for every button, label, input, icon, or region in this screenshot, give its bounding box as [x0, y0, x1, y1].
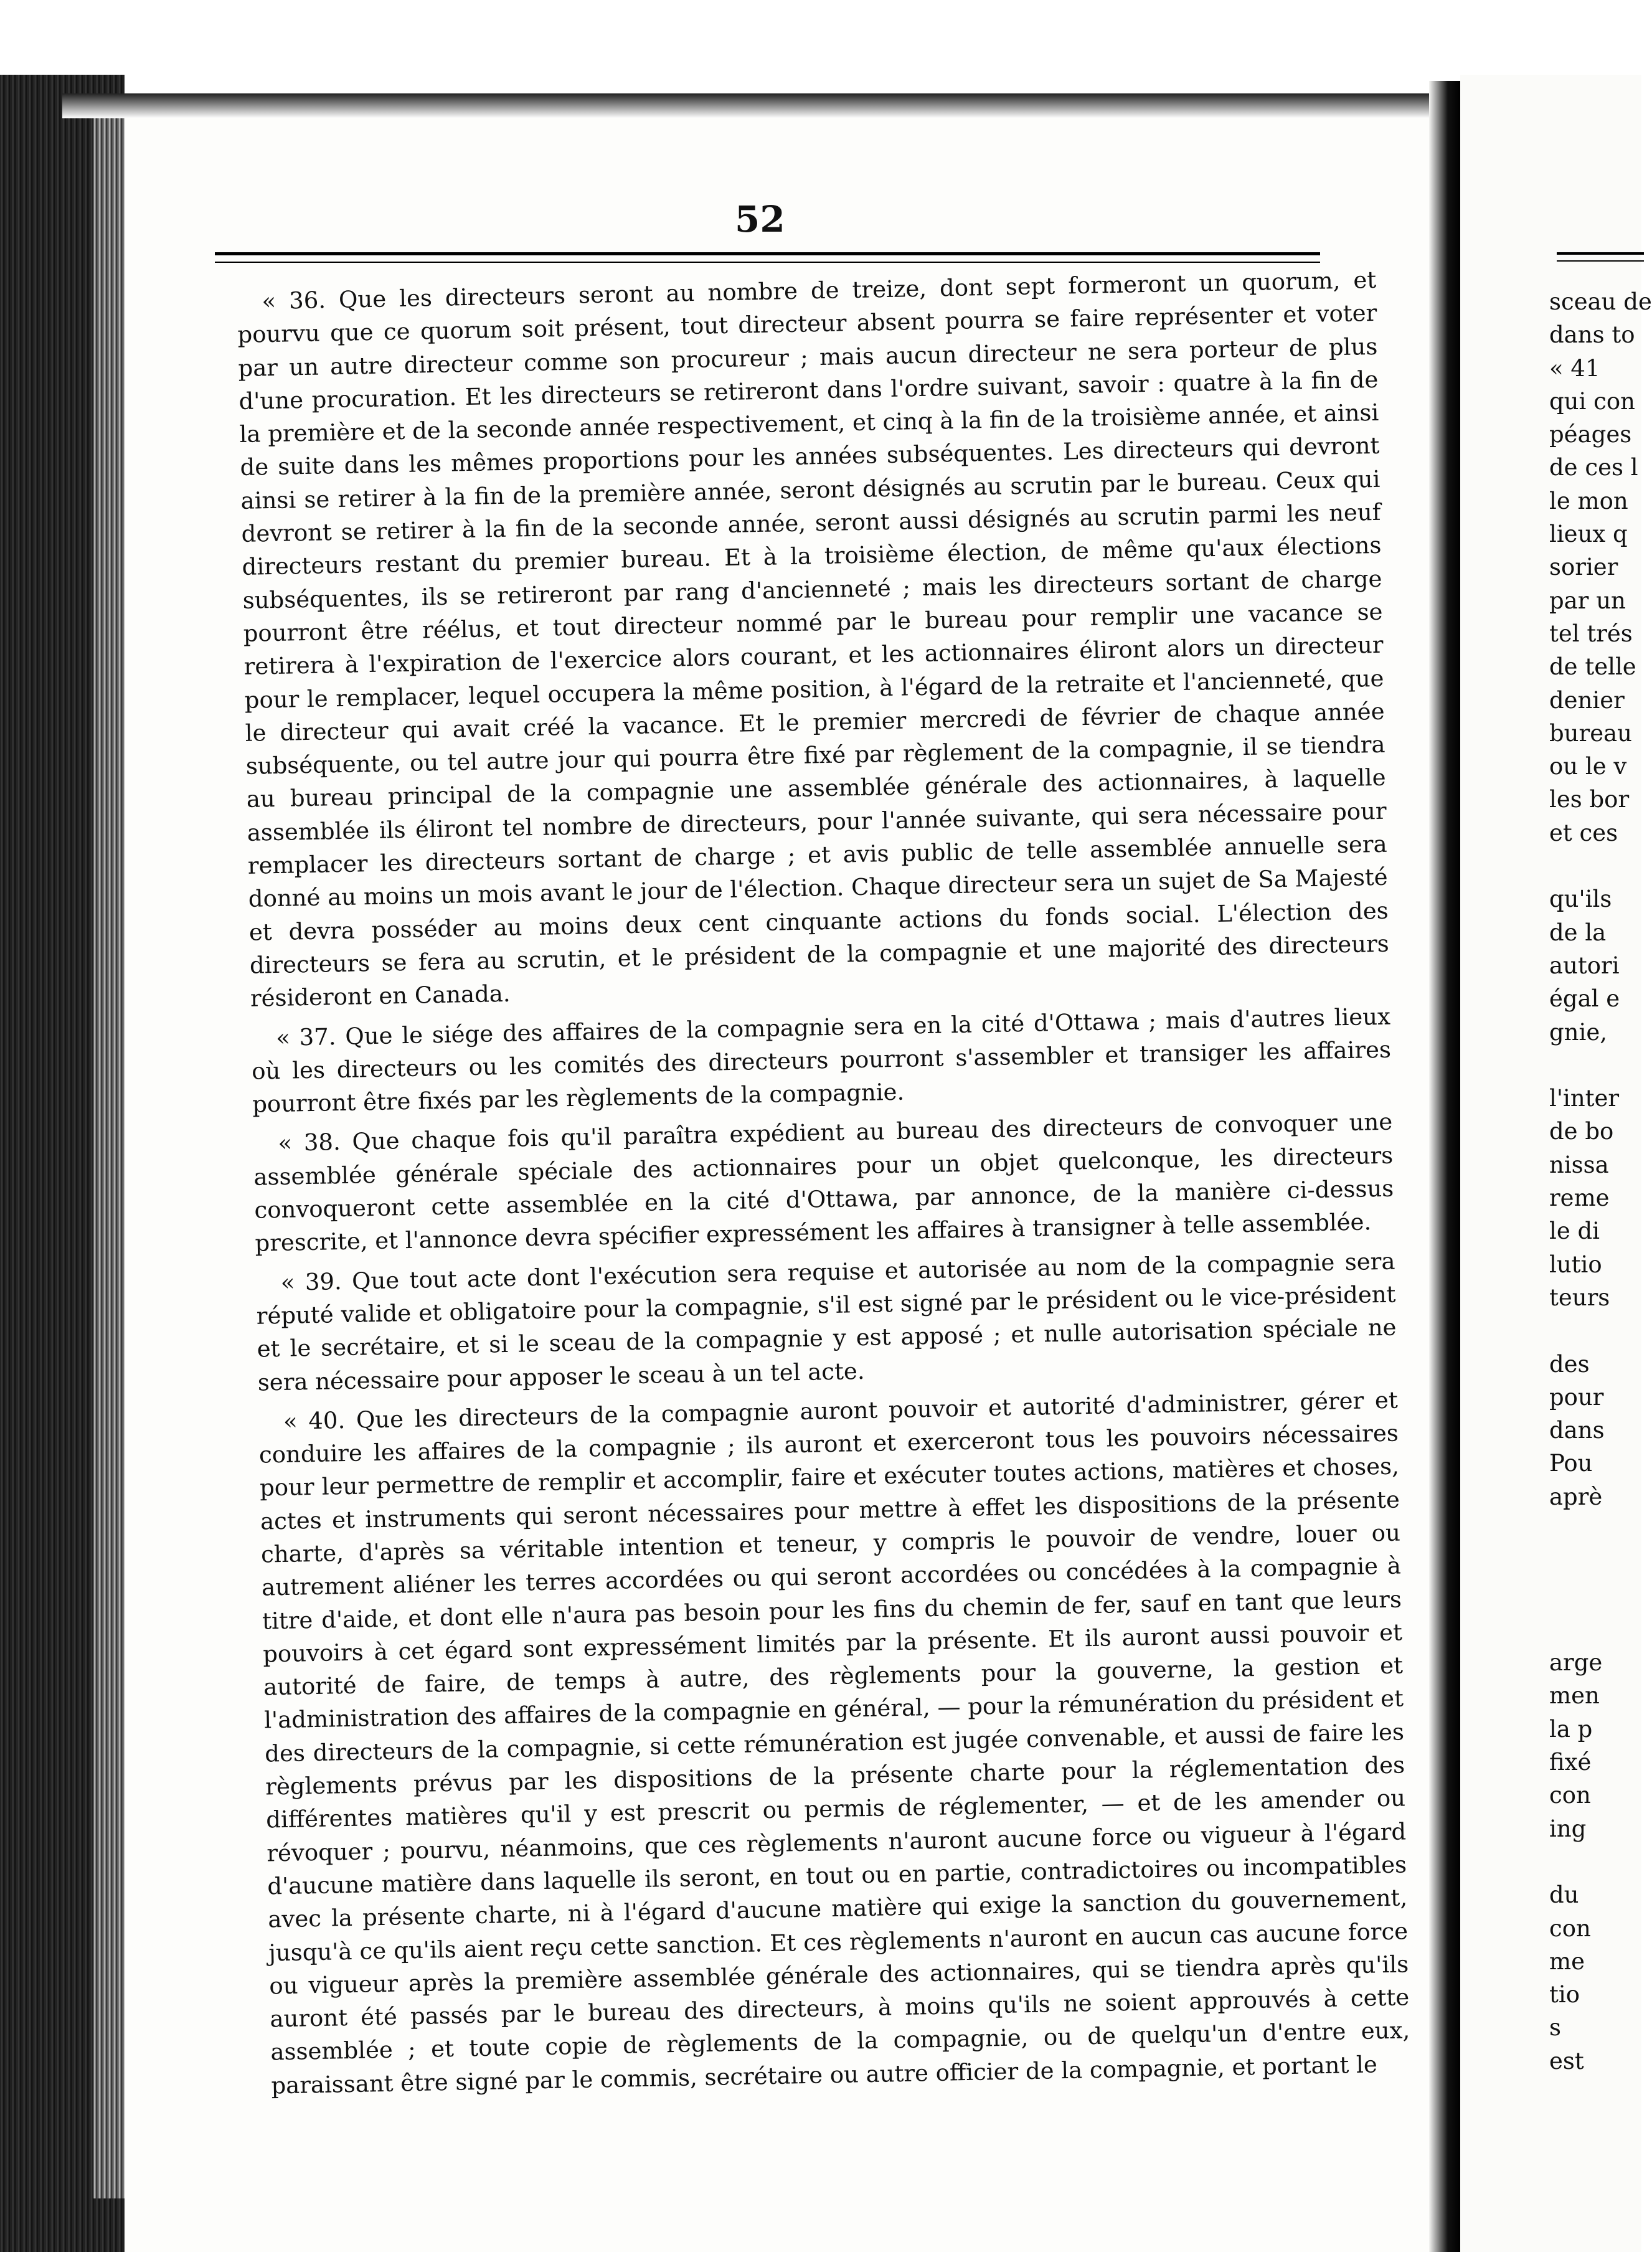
right-page-line: égal e: [1549, 985, 1620, 1013]
right-page-text: [1549, 285, 1652, 2078]
page-number: 52: [735, 198, 785, 240]
right-page-line: men: [1549, 1682, 1600, 1710]
right-page-line: qui con: [1549, 387, 1635, 415]
right-page-line: péages: [1549, 421, 1632, 448]
right-page-line: [1549, 1613, 1643, 1646]
paragraph-38: « 38. Que chaque fois qu'il paraîtra expédient au bureau des directeurs de convoquer une assemblée générale spéciale des actionnaires pour un objet quelconque, les directeurs convoqueront cette assemblée en la cité d'Ottawa, par annonce, de la manière ci-dessus prescrite, et l'annonce devra spécifier expressément les affaires à transigner à telle assemblée.: [253, 1109, 1394, 1257]
right-page-line: dans: [1549, 1417, 1605, 1444]
right-page-line: arge: [1549, 1649, 1603, 1677]
right-page-line: [1549, 1314, 1643, 1347]
right-page-rule-thin: [1557, 260, 1644, 262]
right-page-line: [1549, 849, 1643, 882]
right-page-line: denier: [1549, 686, 1625, 714]
right-page-line: tel trés: [1549, 620, 1633, 647]
right-page-line: dans to: [1549, 321, 1635, 349]
top-shadow: [62, 93, 1432, 118]
paragraph-40: « 40. Que les directeurs de la compagnie auront pouvoir et autorité d'administrer, gérer et conduire les affaires de la compagnie ; ils auront et exerceront tous les pouvoirs nécessaires pour leur permettre de remplir et accomplir, faire et exécuter toutes actions, matières et choses, actes et instruments qui seront nécessaires pour mettre à effet les dispositions de la présente charte, d'après sa véritable intention et teneur, y compris le pouvoir de vendre, louer ou autrement aliéner les terres accordées ou qui seront accordées ou concédées à la compagnie à titre d'aide, et dont elle n'aura pas besoin pour les fins du chemin de fer, sauf en tant que leurs pouvoirs à cet égard sont expressément limités par la présente. Et ils auront aussi pouvoir et autorité de faire, de temps à autre, des règlements pour la gouverne, la gestion et l'administration des affaires de la compagnie en général, — pour la rémunération du président et des directeurs de la compagnie, si cette rémunération est jugée convenable, et aussi de faire les règlements prévus par les dispositions de la présente charte pour la réglementation des différentes matières qu'il y est prescrit ou permis de réglementer, — et de les amender ou révoquer ; pourvu, néanmoins, que ces règlements n'auront aucune force ou vigueur à l'égard d'aucune matière dans laquelle ils seront, en tout ou en partie, contradictoires ou incompatibles avec la présente charte, ni à l'égard d'aucune matière qui exige la sanction du gouvernement, jusqu'à ce qu'ils aient reçu cette sanction. Et ces règlements n'auront en aucun cas aucune force ou vigueur après la première assemblée générale des actionnaires, qui se tiendra après qu'ils auront été passés par le bureau des directeurs, à moins qu'ils ne soient approuvés à cette assemblée ; et toute copie de règlements de la compagnie, ou de quelqu'un d'entre eux, paraissant être signé par le commis, secrétaire ou autre officier de la compagnie, et portant le: [258, 1386, 1410, 2099]
body-text: [237, 263, 1411, 2109]
right-page-line: des: [1549, 1350, 1590, 1378]
book-gutter: [1429, 81, 1460, 2252]
right-page-line: fixé: [1549, 1749, 1592, 1776]
paragraph-36: « 36. Que les directeurs seront au nombre de treize, dont sept formeront un quorum, et pourvu que ce quorum soit présent, tout directeur absent pourra se faire représenter et voter par un autre directeur comme son procureur ; mais aucun directeur ne sera porteur de plus d'une procuration. Et les directeurs se retireront dans l'ordre suivant, savoir : quatre à la fin de la première et de la seconde année respectivement, et cinq à la fin de la troisième année, et ainsi de suite dans les mêmes proportions pour les années subséquentes. Les directeurs qui devront ainsi se retirer à la fin de la première année, seront désignés au scrutin par le bureau. Ceux qui devront se retirer à la fin de la seconde année, seront aussi désignés au scrutin parmi les neuf directeurs restant du premier bureau. Et à la troisième élection, de même qu'aux élections subséquentes, ils se retireront par rang d'ancienneté ; mais les directeurs sortant de charge pourront être réélus, et tout directeur nommé par le bureau pour remplir une vacance se retirera à l'expiration de l'exercice alors courant, et les actionnaires éliront alors un directeur pour le remplacer, lequel occupera la même position, à l'égard de la retraite et l'ancienneté, que le directeur qui avait créé la vacance. Et le premier mercredi de février de chaque année subséquente, ou tel autre jour qui pourra être fixé par règlement de la compagnie, il se tiendra au bureau principal de la compagnie une assemblée générale des actionnaires, à laquelle assemblée ils éliront tel nombre de directeurs, pour l'année suivante, qui sera nécessaire pour remplacer les directeurs sortant de charge ; et avis public de telle assemblée annuelle sera donné au moins un mois avant le jour de l'élection. Chaque directeur sera un sujet de Sa Majesté et devra posséder au moins deux cent cinquante actions du fonds social. L'élection des directeurs se fera au scrutin, et le président de la compagnie et une majorité des directeurs résideront en Canada.: [237, 266, 1390, 1013]
right-page-line: [1549, 1580, 1643, 1613]
right-page-line: [1549, 1049, 1643, 1082]
book-edge-pages: [93, 93, 125, 2198]
right-page-line: de la: [1549, 919, 1607, 946]
right-page-line: de ces l: [1549, 454, 1638, 481]
right-page-line: sorier: [1549, 554, 1618, 581]
right-page-line: « 41: [1549, 354, 1600, 382]
right-page-line: la p: [1549, 1715, 1593, 1743]
right-page-line: l'inter: [1549, 1085, 1620, 1112]
right-page-line: reme: [1549, 1185, 1610, 1212]
right-page-line: aprè: [1549, 1483, 1603, 1510]
right-page-line: lieux q: [1549, 521, 1628, 548]
right-page-line: con: [1549, 1914, 1591, 1942]
right-page-line: me: [1549, 1947, 1585, 1975]
header-rule-thin: [215, 262, 1320, 263]
right-page-line: de bo: [1549, 1118, 1614, 1145]
right-page-line: sceau de: [1549, 288, 1652, 315]
right-page-line: ou le v: [1549, 753, 1627, 780]
right-page-line: les bor: [1549, 786, 1630, 813]
right-page-line: ing: [1549, 1815, 1587, 1842]
right-page-line: pour: [1549, 1383, 1604, 1411]
right-page-line: Pou: [1549, 1450, 1593, 1477]
right-page-line: teurs: [1549, 1284, 1610, 1311]
right-page-line: de telle: [1549, 653, 1636, 681]
paragraph-39: « 39. Que tout acte dont l'exécution sera requise et autorisée au nom de la compagnie sera réputé valide et obligatoire pour la compagnie, s'il est signé par le président ou le vice-président et le secrétaire, et si le sceau de la compagnie y est apposé ; et nulle autorisation spéciale ne sera nécessaire pour apposer le sceau à un tel acte.: [256, 1247, 1397, 1396]
paragraph-37: « 37. Que le siége des affaires de la compagnie sera en la cité d'Ottawa ; mais d'autres lieux où les directeurs ou les comités des directeurs pourront s'assembler et transiger les affaires pourront être fixés par les règlements de la compagnie.: [251, 1003, 1392, 1118]
right-page-line: con: [1549, 1782, 1591, 1809]
right-page-line: nissa: [1549, 1151, 1609, 1178]
right-page-line: autori: [1549, 952, 1620, 979]
header-rule-thick: [215, 252, 1320, 255]
right-page-line: qu'ils: [1549, 886, 1612, 913]
right-page-line: s: [1549, 2014, 1561, 2041]
right-page-line: du: [1549, 1881, 1579, 1909]
right-page-line: [1549, 1546, 1643, 1579]
right-page-line: par un: [1549, 587, 1626, 614]
right-page-line: [1549, 1513, 1643, 1546]
right-page-line: tio: [1549, 1981, 1580, 2008]
right-page-line: gnie,: [1549, 1018, 1608, 1046]
right-page-line: est: [1549, 2047, 1584, 2075]
right-page-line: le mon: [1549, 487, 1628, 514]
right-page-line: lutio: [1549, 1251, 1602, 1278]
right-page-line: bureau: [1549, 719, 1632, 747]
right-page-rule-thick: [1557, 252, 1644, 255]
right-page-line: [1549, 1845, 1643, 1878]
right-page-line: et ces: [1549, 819, 1618, 846]
right-page-line: le di: [1549, 1218, 1600, 1245]
